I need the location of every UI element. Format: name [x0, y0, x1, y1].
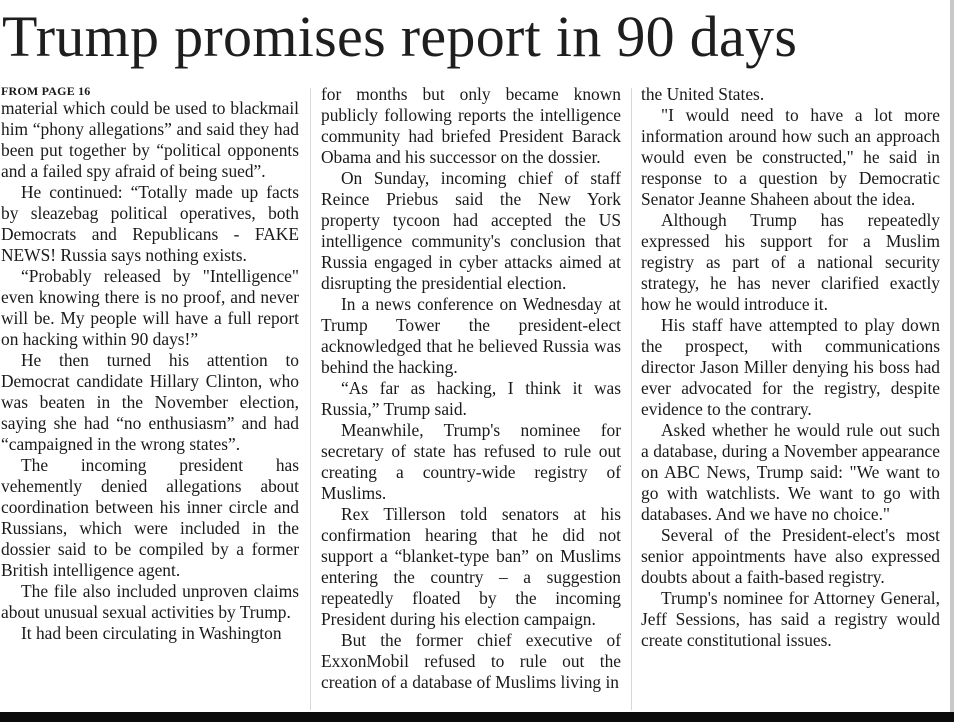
paragraph: Trump's nominee for Attorney General, Jeff Sessions, has said a registry would create constitutional issues.	[641, 588, 940, 650]
article-column-2	[321, 84, 621, 712]
paragraph: Asked whether he would rule out such a database, during a November appearance on ABC News, Trump said: "We want to go with watchlists. We want to go with databases. And we have no choice."	[641, 420, 940, 524]
page-bottom-edge	[0, 712, 954, 722]
paragraph: material which could be used to blackmail him “phony allegations” and said they had been put together by “political opponents and a failed spy afraid of being sued”.	[1, 98, 299, 181]
continuation-kicker: FROM PAGE 16	[1, 84, 91, 98]
paragraph: It had been circulating in Washington	[21, 623, 282, 643]
paragraph: Although Trump has repeatedly expressed his support for a Muslim registry as part of a national security strategy, he has never clarified exactly how he would introduce it.	[641, 210, 940, 314]
column-divider	[631, 88, 632, 710]
paragraph: His staff have attempted to play down the prospect, with communications director Jason Miller denying his boss had ever advocated for the registry, despite evidence to the contrary.	[641, 315, 940, 419]
paragraph: Meanwhile, Trump's nominee for secretary of state has refused to rule out creating a country-wide registry of Muslims.	[321, 420, 621, 503]
article-column-1	[1, 84, 299, 712]
paragraph: He continued: “Totally made up facts by sleazebag political operatives, both Democrats and Republicans - FAKE NEWS! Russia says nothing exists.	[1, 182, 299, 265]
paragraph: Several of the President-elect's most senior appointments have also expressed doubts about a faith-based registry.	[641, 525, 940, 587]
paragraph: the United States.	[641, 84, 765, 104]
paragraph: In a news conference on Wednesday at Trump Tower the president-elect acknowledged that he believed Russia was behind the hacking.	[321, 294, 621, 377]
paragraph: He then turned his attention to Democrat candidate Hillary Clinton, who was beaten in the November election, saying she had “no enthusiasm” and had “campaigned in the wrong states”.	[1, 350, 299, 454]
headline: Trump promises report in 90 days	[2, 4, 798, 69]
paragraph: for months but only became known publicly following reports the intelligence community had briefed President Barack Obama and his successor on the dossier.	[321, 84, 621, 167]
article-column-3	[641, 84, 940, 712]
paragraph: Rex Tillerson told senators at his confirmation hearing that he did not support a “blanket-type ban” on Muslims entering the country – a suggestion repeatedly floated by the incoming President during his election campaign.	[321, 504, 621, 629]
page-edge	[950, 0, 954, 722]
column-divider	[310, 88, 311, 710]
paragraph: “As far as hacking, I think it was Russia,” Trump said.	[321, 378, 621, 419]
paragraph: The incoming president has vehemently denied allegations about coordination between his inner circle and Russians, which were included in the dossier said to be compiled by a former British intelligence agent.	[1, 455, 299, 580]
paragraph: But the former chief executive of ExxonMobil refused to rule out the creation of a database of Muslims living in	[321, 630, 621, 692]
paragraph: The file also included unproven claims about unusual sexual activities by Trump.	[1, 581, 299, 622]
paragraph: "I would need to have a lot more information around how such an approach would even be constructed," he said in response to a question by Democratic Senator Jeanne Shaheen about the idea.	[641, 105, 940, 209]
paragraph: “Probably released by "Intelligence" even knowing there is no proof, and never will be. My people will have a full report on hacking within 90 days!”	[1, 266, 299, 349]
paragraph: On Sunday, incoming chief of staff Reince Priebus said the New York property tycoon had accepted the US intelligence community's conclusion that Russia engaged in cyber attacks aimed at disrupting the presidential election.	[321, 168, 621, 293]
